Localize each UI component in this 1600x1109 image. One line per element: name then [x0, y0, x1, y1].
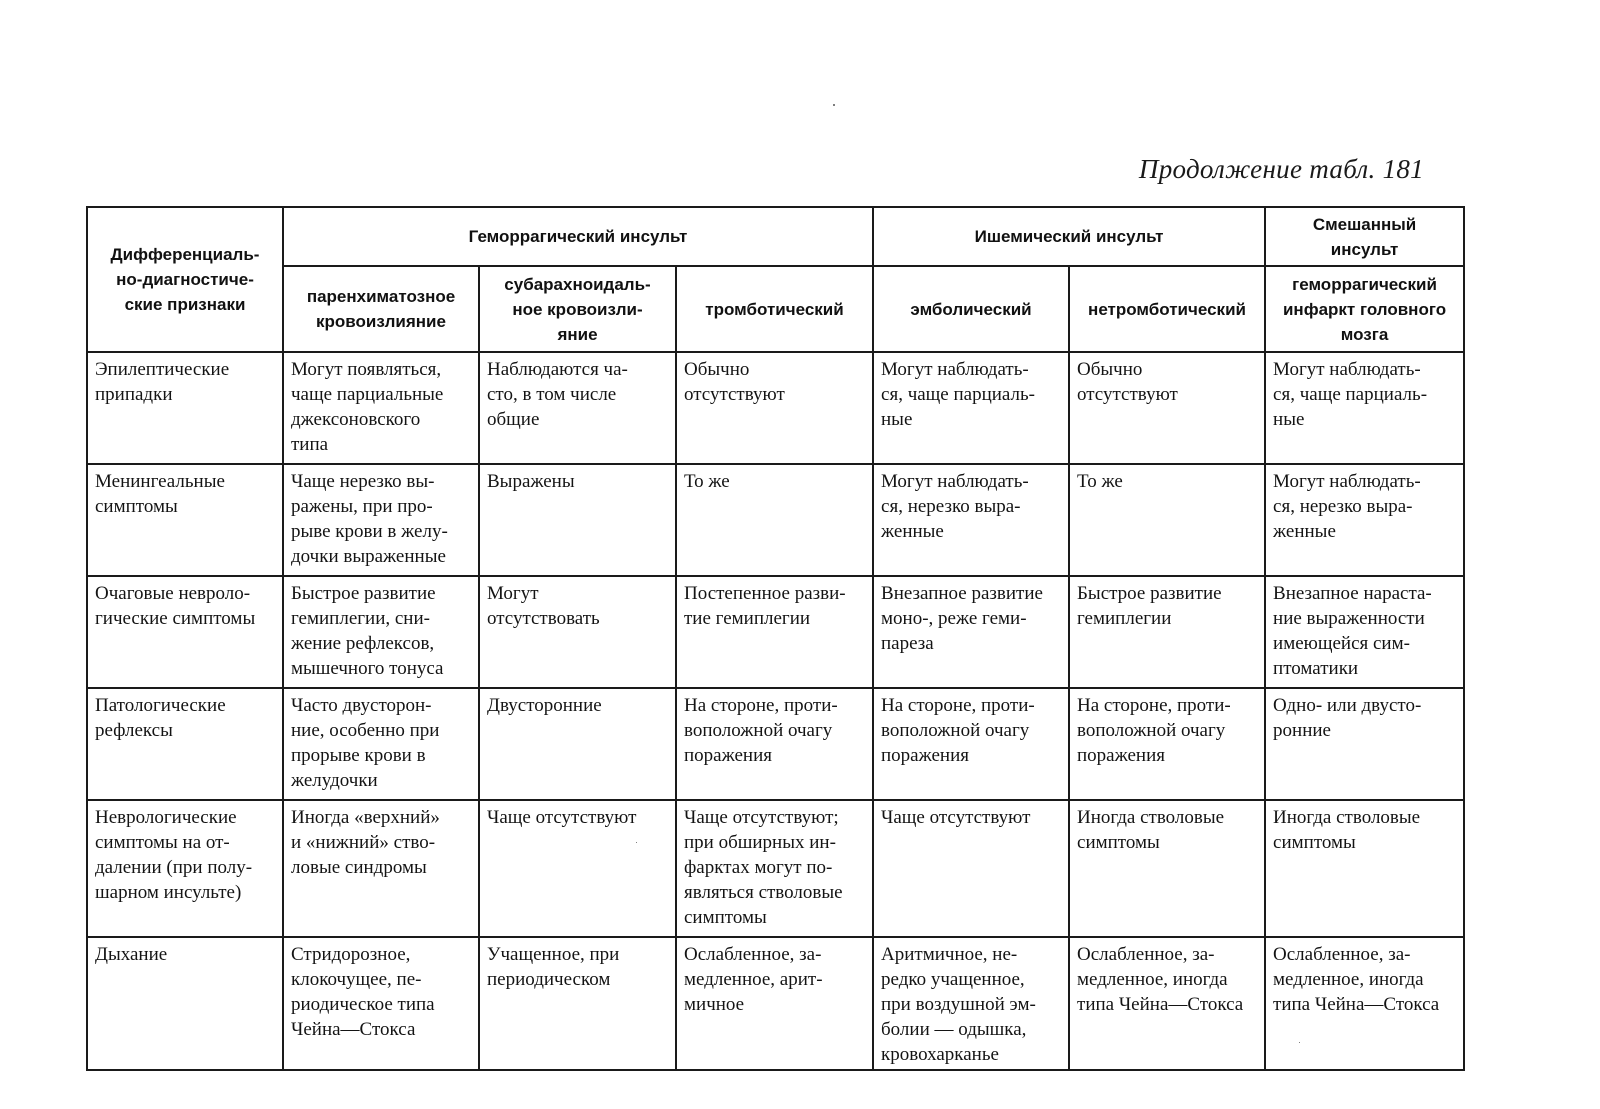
header-subcolumn: геморрагический инфаркт головного мозга [1265, 266, 1464, 352]
row-label-cell: Патологические рефлексы [87, 688, 283, 800]
table-cell: Внезапное нараста- ние выраженности имеющейся сим- птоматики [1265, 576, 1464, 688]
table-row [87, 464, 1464, 576]
table-cell: Выражены [479, 464, 676, 576]
table-cell: Постепенное разви- тие гемиплегии [676, 576, 873, 688]
table-cell: Могут наблюдать- ся, чаще парциаль- ные [1265, 352, 1464, 464]
header-subcolumn: нетромботический [1069, 266, 1265, 352]
row-label-cell: Неврологические симптомы на от- далении (при полу- шарном инсульте) [87, 800, 283, 937]
comparison-table [86, 206, 1465, 1071]
row-label-cell: Эпилептические припадки [87, 352, 283, 464]
row-label-cell: Менингеальные симптомы [87, 464, 283, 576]
table-cell: Обычно отсутствуют [1069, 352, 1265, 464]
table-cell: Быстрое развитие гемиплегии, сни- жение рефлексов, мышечного тонуса [283, 576, 479, 688]
header-subcolumn: тромботический [676, 266, 873, 352]
table-cell: Быстрое развитие гемиплегии [1069, 576, 1265, 688]
table-cell: Ослабленное, за- медленное, иногда типа Чейна—Стокса [1265, 937, 1464, 1070]
header-group-hemorrhagic: Геморрагический инсульт [283, 207, 873, 266]
table-cell: Иногда «верхний» и «нижний» ство- ловые синдромы [283, 800, 479, 937]
table-cell: То же [1069, 464, 1265, 576]
table-cell: Могут наблюдать- ся, нерезко выра- женные [873, 464, 1069, 576]
table-caption: Продолжение табл. 181 [1138, 154, 1424, 184]
header-subcolumn: паренхиматозное кровоизлияние [283, 266, 479, 352]
table-cell: То же [676, 464, 873, 576]
table-cell: Могут наблюдать- ся, нерезко выра- женные [1265, 464, 1464, 576]
table-cell: Внезапное развитие моно-, реже геми- пареза [873, 576, 1069, 688]
table-row [87, 937, 1464, 1070]
table-cell: Двусторонние [479, 688, 676, 800]
table-cell: На стороне, проти- воположной очагу поражения [873, 688, 1069, 800]
table-cell: Иногда стволовые симптомы [1265, 800, 1464, 937]
table-body [87, 352, 1464, 1070]
table-cell: Обычно отсутствуют [676, 352, 873, 464]
table-cell: Ослабленное, за- медленное, иногда типа Чейна—Стокса [1069, 937, 1265, 1070]
table-cell: Могут появляться, чаще парциальные джексоновского типа [283, 352, 479, 464]
table-cell: На стороне, проти- воположной очагу поражения [676, 688, 873, 800]
table-row [87, 688, 1464, 800]
header-subcolumn: эмболический [873, 266, 1069, 352]
header-subcolumn: субарахноидаль- ное кровоизли- яние [479, 266, 676, 352]
table-cell: Могут наблюдать- ся, чаще парциаль- ные [873, 352, 1069, 464]
table-cell: Учащенное, при периодическом [479, 937, 676, 1070]
scan-speck [833, 104, 835, 106]
table-cell: Чаще отсутствуют [479, 800, 676, 937]
table-row [87, 576, 1464, 688]
table-cell: Одно- или двусто- ронние [1265, 688, 1464, 800]
table-cell: Чаще отсутствуют [873, 800, 1069, 937]
table-cell: На стороне, проти- воположной очагу поражения [1069, 688, 1265, 800]
table-row [87, 352, 1464, 464]
table-header [87, 207, 1464, 352]
table-cell: Иногда стволовые симптомы [1069, 800, 1265, 937]
table-cell: Аритмичное, не- редко учащенное, при воздушной эм- болии — одышка, кровохарканье [873, 937, 1069, 1070]
table-cell: Чаще отсутствуют; при обширных ин- фарктах могут по- являться стволовые симптомы [676, 800, 873, 937]
header-group-mixed: Смешанный инсульт [1265, 207, 1464, 266]
table-row [87, 800, 1464, 937]
table-cell: Чаще нерезко вы- ражены, при про- рыве крови в желу- дочки выраженные [283, 464, 479, 576]
table-cell: Стридорозное, клокочущее, пе- риодическое типа Чейна—Стокса [283, 937, 479, 1070]
row-label-cell: Очаговые невроло- гические симптомы [87, 576, 283, 688]
header-row-label: Дифференциаль- но-диагностиче- ские признаки [87, 207, 283, 352]
table-cell: Часто двусторон- ние, особенно при прорыве крови в желудочки [283, 688, 479, 800]
table-cell: Ослабленное, за- медленное, арит- мичное [676, 937, 873, 1070]
header-subcolumn-row [87, 266, 1464, 352]
header-group-ischemic: Ишемический инсульт [873, 207, 1265, 266]
row-label-cell: Дыхание [87, 937, 283, 1070]
table-cell: Наблюдаются ча- сто, в том числе общие [479, 352, 676, 464]
table-cell: Могут отсутствовать [479, 576, 676, 688]
header-group-row [87, 207, 1464, 266]
